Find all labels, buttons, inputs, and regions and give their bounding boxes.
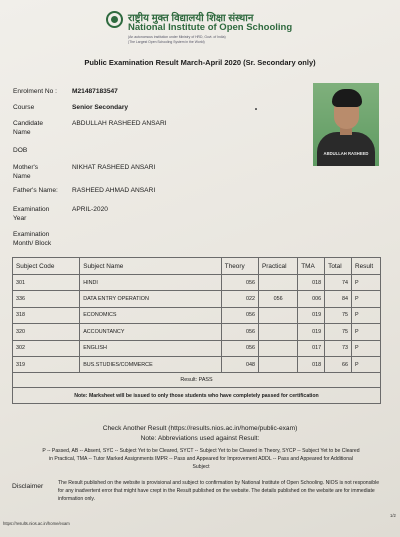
tma-marks: 018 (298, 275, 325, 291)
subject-name: ACCOUNTANCY (80, 324, 222, 340)
marksheet-note: Note: Marksheet will be issued to only those students who have completely passed for certification (13, 388, 381, 404)
father-value: RASHEED AHMAD ANSARI (72, 187, 156, 194)
institute-tagline: (The Largest Open Schooling System in the World) (128, 40, 205, 44)
practical-marks (259, 356, 298, 372)
subject-code: 336 (13, 291, 80, 307)
result-summary-row (13, 373, 381, 388)
hindi-institute-name: राष्ट्रीय मुक्त विद्यालयी शिक्षा संस्थान (128, 13, 254, 24)
photo-caption: ABDULLAH RASHEED (323, 151, 369, 156)
subject-result: P (352, 324, 381, 340)
subject-code: 319 (13, 356, 80, 372)
theory-marks: 048 (221, 356, 258, 372)
table-row (13, 356, 381, 372)
abbreviation-text: P -- Passed, AB -- Absent, SYC -- Subject Yet to be Cleared, SYCT -- Subject Yet to be Cleared in Theory, SYCP -- Subject Yet to be Cleared in Practical, TMA -- Tutor Marked Assignments IMPR -- Pass and Appeared for Improvement ADDL -- Pass and Appeared for Additional Subject (42, 448, 360, 470)
tma-marks: 018 (298, 356, 325, 372)
tma-marks: 006 (298, 291, 325, 307)
subject-result: P (352, 340, 381, 356)
header-total: Total (325, 258, 352, 275)
header-practical: Practical (259, 258, 298, 275)
footer-url: https://results.nios.ac.in/home/exam (3, 521, 70, 526)
subject-result: P (352, 275, 381, 291)
tma-marks: 017 (298, 340, 325, 356)
practical-marks (259, 324, 298, 340)
exam-year-label: Examination Year (13, 206, 50, 222)
total-marks: 84 (325, 291, 352, 307)
course-value: Senior Secondary (72, 104, 129, 111)
table-row (13, 307, 381, 323)
header-result: Result (352, 258, 381, 275)
exam-block-label: Examination Month/ Block (13, 231, 52, 247)
header-subject-code: Subject Code (13, 258, 80, 275)
institute-name: National Institute of Open Schooling (128, 22, 293, 33)
total-marks: 66 (325, 356, 352, 372)
table-row (13, 291, 381, 307)
disclaimer-label: Disclaimer (12, 483, 44, 490)
subject-name: ENGLISH (80, 340, 222, 356)
check-another-result-link[interactable]: Check Another Result (https://results.nios.ac.in/home/public-exam) (102, 425, 298, 432)
abbreviation-heading: Note: Abbreviations used against Result: (140, 435, 260, 442)
total-marks: 74 (325, 275, 352, 291)
institute-subtitle: (An autonomous institution under Ministry of HRD, Govt. of India) (128, 35, 226, 39)
header-tma: TMA (298, 258, 325, 275)
total-marks: 73 (325, 340, 352, 356)
tma-marks: 019 (298, 307, 325, 323)
exam-year-value: APRIL-2020 (72, 206, 108, 213)
total-marks: 75 (325, 324, 352, 340)
overall-result: Result: PASS (13, 373, 381, 388)
disclaimer-text: The Result published on the website is provisional and subject to confirmation by National Institute of Open Schooling. NIOS is not responsible for any inadvertent error that might have crept in the Result published on the website. The details published on the website are for immediate information only. (58, 480, 380, 502)
table-row (13, 275, 381, 291)
page-title: Public Examination Result March-April 2020 (Sr. Secondary only) (84, 58, 316, 67)
nios-header (106, 10, 306, 46)
subject-name: ECONOMICS (80, 307, 222, 323)
page-number: 1/2 (390, 513, 396, 518)
enrolment-label: Enrolment No : (13, 88, 57, 95)
candidate-photo (313, 83, 379, 166)
practical-marks (259, 340, 298, 356)
dob-label: DOB (13, 147, 28, 154)
enrolment-value: M21487183547 (72, 88, 118, 95)
subject-code: 301 (13, 275, 80, 291)
dot-mark (255, 108, 257, 110)
practical-marks: 056 (259, 291, 298, 307)
table-row (13, 340, 381, 356)
practical-marks (259, 275, 298, 291)
mother-label: Mother's Name (13, 164, 39, 180)
subject-result: P (352, 356, 381, 372)
theory-marks: 056 (221, 340, 258, 356)
subject-result: P (352, 291, 381, 307)
subject-code: 318 (13, 307, 80, 323)
subject-code: 302 (13, 340, 80, 356)
nios-logo-icon (106, 11, 123, 28)
course-label: Course (13, 104, 35, 111)
theory-marks: 056 (221, 275, 258, 291)
practical-marks (259, 307, 298, 323)
table-row (13, 324, 381, 340)
subject-name: DATA ENTRY OPERATION (80, 291, 222, 307)
subject-code: 320 (13, 324, 80, 340)
header-theory: Theory (221, 258, 258, 275)
total-marks: 75 (325, 307, 352, 323)
mother-value: NIKHAT RASHEED ANSARI (72, 164, 156, 171)
tma-marks: 019 (298, 324, 325, 340)
header-subject-name: Subject Name (80, 258, 222, 275)
candidate-label: Candidate Name (13, 120, 44, 136)
father-label: Father's Name: (13, 187, 58, 194)
marks-table (12, 257, 381, 404)
marksheet-note-row (13, 388, 381, 404)
theory-marks: 056 (221, 324, 258, 340)
subject-result: P (352, 307, 381, 323)
theory-marks: 022 (221, 291, 258, 307)
candidate-value: ABDULLAH RASHEED ANSARI (72, 120, 167, 127)
table-header-row (13, 258, 381, 275)
theory-marks: 056 (221, 307, 258, 323)
subject-name: BUS.STUDIES/COMMERCE (80, 356, 222, 372)
subject-name: HINDI (80, 275, 222, 291)
